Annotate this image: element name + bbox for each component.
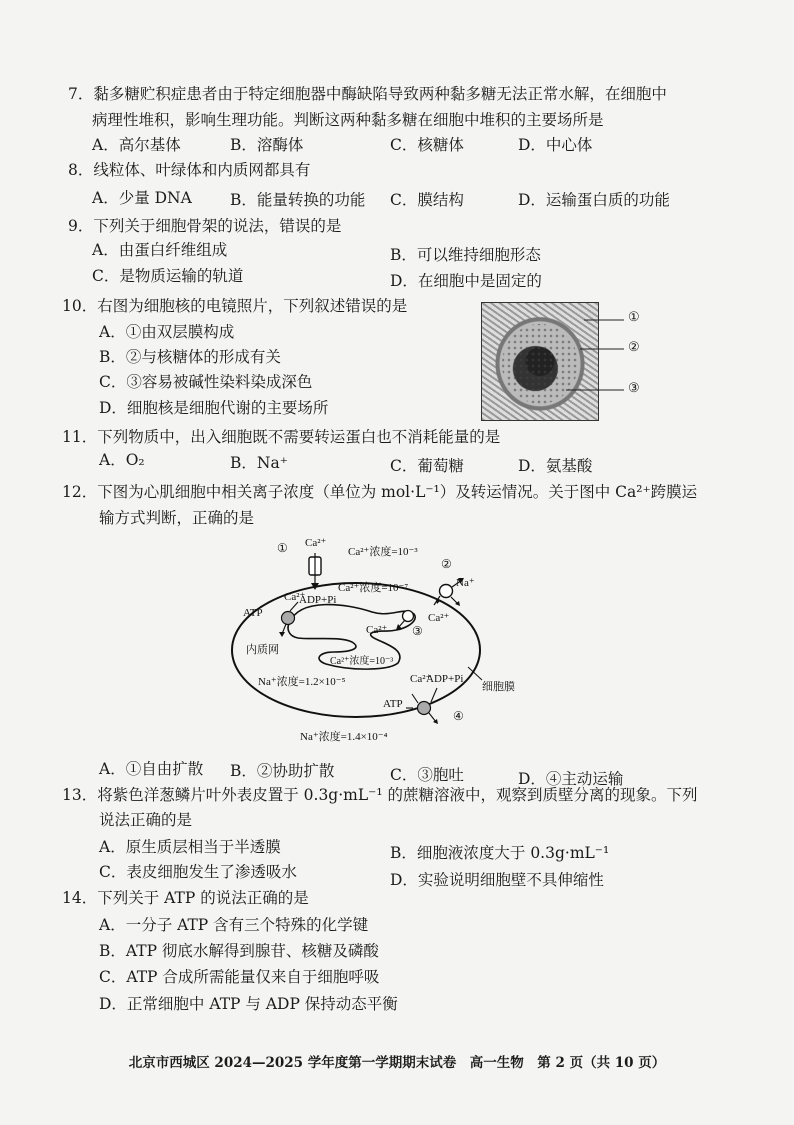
q9-option-c: C．是物质运输的轨道 xyxy=(92,267,244,285)
q11-stem: 11．下列物质中，出入细胞既不需要转运蛋白也不消耗能量的是 xyxy=(62,428,501,446)
q10-option-d: D．细胞核是细胞代谢的主要场所 xyxy=(99,399,329,417)
label-atp-er: ATP xyxy=(243,607,263,619)
label-na-inside-conc: Na⁺浓度=1.2×10⁻⁵ xyxy=(258,676,346,688)
er-calcium-pump xyxy=(282,612,295,625)
q8-option-d: D．运输蛋白质的功能 xyxy=(518,191,670,209)
q11-option-d: D．氨基酸 xyxy=(518,457,593,475)
q7-option-a: A．高尔基体 xyxy=(92,136,181,154)
q7-option-c: C．核糖体 xyxy=(390,136,464,154)
cardiac-cell-diagram xyxy=(220,530,520,750)
label-ca-1: Ca²⁺ xyxy=(305,537,327,549)
q13-stem-line1: 13．将紫色洋葱鳞片叶外表皮置于 0.3g·mL⁻¹ 的蔗糖溶液中，观察到质壁分离的现象。下列 xyxy=(62,786,698,804)
q13-option-b: B．细胞液浓度大于 0.3g·mL⁻¹ xyxy=(390,844,610,862)
q12-stem-line1: 12．下图为心肌细胞中相关离子浓度（单位为 mol·L⁻¹）及转运情况。关于图中 Ca²⁺跨膜运 xyxy=(62,483,698,501)
q13-option-c: C．表皮细胞发生了渗透吸水 xyxy=(99,863,297,881)
q9-option-d: D．在细胞中是固定的 xyxy=(390,272,542,290)
q7-stem-line1: 7．黏多糖贮积症患者由于特定细胞器中酶缺陷导致两种黏多糖无法正常水解，在细胞中 xyxy=(68,85,667,103)
q11-option-b: B．Na⁺ xyxy=(230,454,288,472)
micrograph-label-1: ① xyxy=(628,310,640,325)
q14-option-a: A．一分子 ATP 含有三个特殊的化学键 xyxy=(99,916,369,934)
label-channel-1: ① xyxy=(277,541,288,555)
q13-option-d: D．实验说明细胞壁不具伸缩性 xyxy=(390,871,604,889)
q14-option-d: D．正常细胞中 ATP 与 ADP 保持动态平衡 xyxy=(99,995,398,1013)
label-er: 内质网 xyxy=(246,644,279,656)
q13-stem-line2: 说法正确的是 xyxy=(99,811,193,829)
q12-stem-line2: 输方式判断，正确的是 xyxy=(99,509,255,527)
label-ca-er-conc: Ca²⁺浓度=10⁻³ xyxy=(330,656,394,667)
label-ca-cytosol-conc: Ca²⁺浓度=10⁻⁷ xyxy=(338,582,409,594)
label-adp-er: ADP+Pi xyxy=(299,594,337,606)
q8-option-c: C．膜结构 xyxy=(390,191,464,209)
q10-option-c: C．③容易被碱性染料染成深色 xyxy=(99,373,313,391)
label-ca-exchanger: Ca²⁺ xyxy=(428,612,450,624)
q14-option-b: B．ATP 彻底水解得到腺苷、核糖及磷酸 xyxy=(99,942,379,960)
label-ca-pump-4: Ca²⁺ xyxy=(410,673,432,685)
q11-option-a: A．O₂ xyxy=(99,451,145,469)
q11-option-c: C．葡萄糖 xyxy=(390,457,464,475)
micrograph-label-3: ③ xyxy=(628,381,640,396)
q14-stem: 14．下列关于 ATP 的说法正确的是 xyxy=(62,889,309,907)
q7-stem-line2: 病理性堆积，影响生理功能。判断这两种黏多糖在细胞中堆积的主要场所是 xyxy=(92,111,604,129)
q13-option-a: A．原生质层相当于半透膜 xyxy=(99,838,281,856)
micrograph-leader-lines xyxy=(560,300,660,420)
q9-stem: 9．下列关于细胞骨架的说法，错误的是 xyxy=(68,217,342,235)
q10-option-b: B．②与核糖体的形成有关 xyxy=(99,348,281,366)
label-exchanger-2: ② xyxy=(441,557,452,571)
label-adp-pump-4: ADP+Pi xyxy=(426,673,464,685)
q9-option-a: A．由蛋白纤维组成 xyxy=(92,241,228,259)
q8-stem: 8．线粒体、叶绿体和内质网都具有 xyxy=(68,161,311,179)
q12-option-d: D．④主动运输 xyxy=(518,770,624,788)
label-na-outside-conc: Na⁺浓度=1.4×10⁻⁴ xyxy=(300,731,388,743)
q12-option-b: B．②协助扩散 xyxy=(230,762,335,780)
q8-option-a: A．少量 DNA xyxy=(92,189,192,207)
label-pump-4: ④ xyxy=(453,709,464,723)
page-footer: 北京市西城区 2024—2025 学年度第一学期期末试卷 高一生物 第 2 页（共 10 页） xyxy=(128,1055,666,1071)
q12-option-a: A．①自由扩散 xyxy=(99,760,204,778)
label-ca-er-channel: Ca²⁺ xyxy=(366,624,388,636)
er-channel-3 xyxy=(403,611,414,622)
q12-option-c: C．③胞吐 xyxy=(390,766,464,784)
micrograph-label-2: ② xyxy=(628,340,640,355)
label-ca-outside-conc: Ca²⁺浓度=10⁻³ xyxy=(348,546,418,558)
q8-option-b: B．能量转换的功能 xyxy=(230,191,366,209)
q10-option-a: A．①由双层膜构成 xyxy=(99,323,235,341)
label-atp-pump-4: ATP xyxy=(383,698,403,710)
q10-stem: 10．右图为细胞核的电镜照片，下列叙述错误的是 xyxy=(62,297,408,315)
label-er-channel-3: ③ xyxy=(412,624,423,638)
q7-option-b: B．溶酶体 xyxy=(230,136,304,154)
q14-option-c: C．ATP 合成所需能量仅来自于细胞呼吸 xyxy=(99,968,380,986)
label-cell-membrane: 细胞膜 xyxy=(482,681,515,693)
membrane-calcium-pump-4 xyxy=(418,702,431,715)
label-na-exchanger: Na⁺ xyxy=(456,577,475,589)
q7-option-d: D．中心体 xyxy=(518,136,593,154)
exchanger-2 xyxy=(440,585,453,598)
q9-option-b: B．可以维持细胞形态 xyxy=(390,246,541,264)
label-ca-er-pump: Ca²⁺ xyxy=(284,591,306,603)
